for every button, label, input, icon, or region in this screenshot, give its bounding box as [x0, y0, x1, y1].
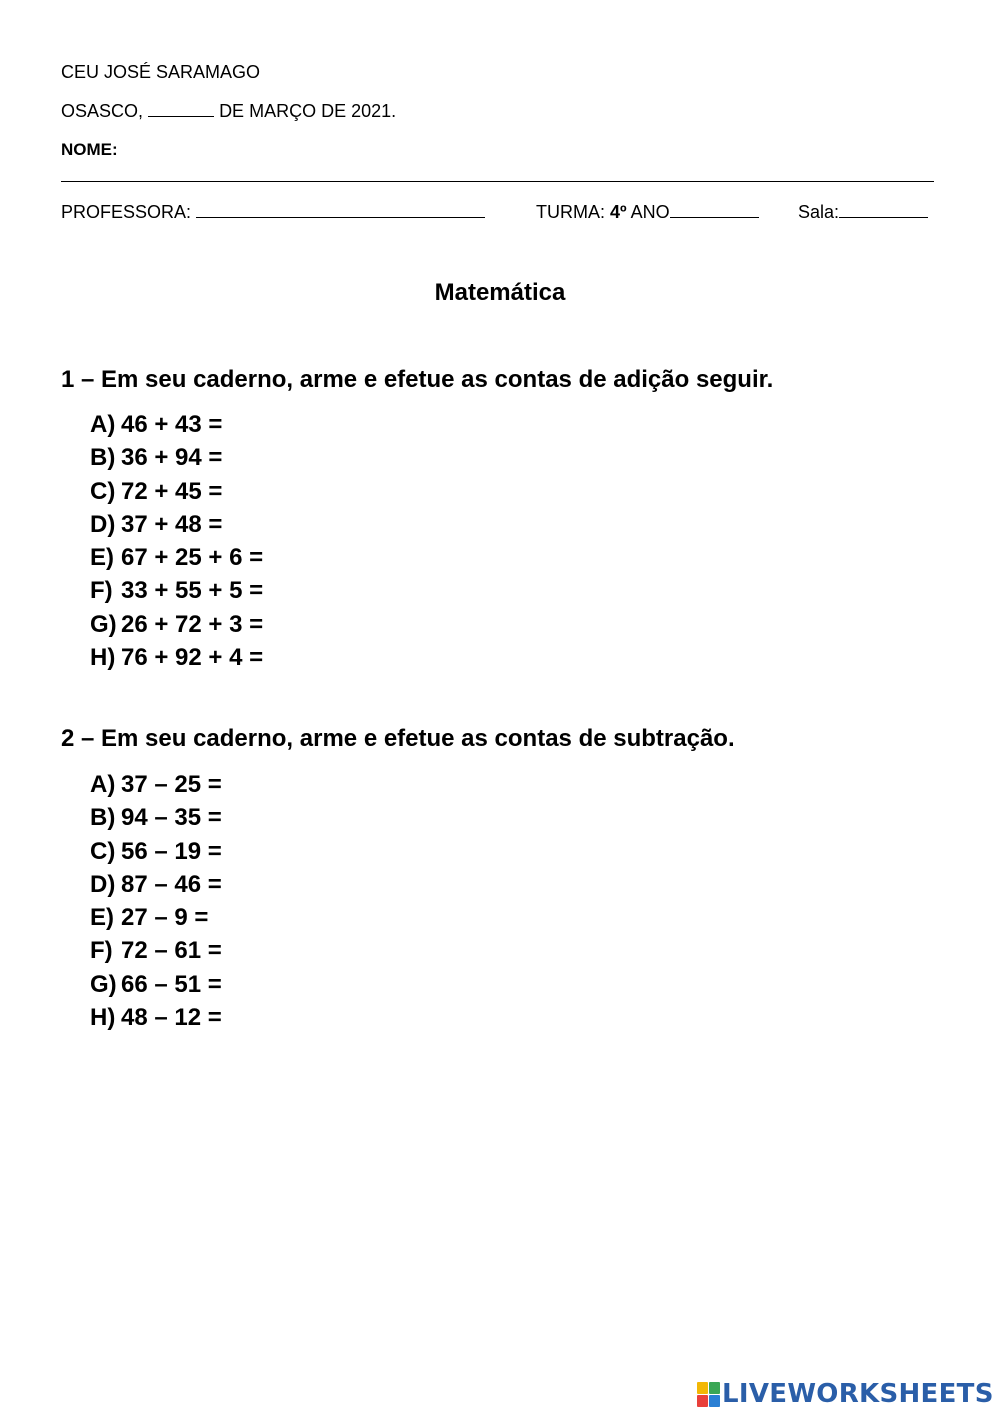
list-item — [90, 644, 263, 677]
logo-square — [697, 1395, 708, 1407]
room-blank[interactable] — [839, 201, 928, 218]
item-expression: 94 – 35 = — [121, 804, 222, 832]
logo-square — [709, 1382, 720, 1394]
class-label: TURMA: — [536, 202, 605, 222]
item-letter: D) — [90, 870, 116, 898]
item-letter: A) — [90, 411, 116, 438]
list-item — [90, 611, 263, 644]
item-expression: 66 – 51 = — [121, 970, 222, 998]
logo-square — [709, 1395, 720, 1407]
name-label: NOME: — [61, 140, 118, 159]
item-letter: F) — [90, 937, 113, 965]
question-2-list — [90, 771, 222, 1037]
item-letter: F) — [90, 577, 113, 605]
item-expression: 36 + 94 = — [121, 444, 223, 472]
school-name: CEU JOSÉ SARAMAGO — [61, 62, 261, 82]
logo-square — [697, 1382, 708, 1394]
question-1-prompt: 1 – Em seu caderno, arme e efetue as contas de adição seguir. — [61, 366, 774, 393]
list-item — [90, 511, 263, 544]
liveworksheets-logo-icon — [697, 1382, 719, 1406]
list-item — [90, 1004, 222, 1037]
teacher-label: PROFESSORA: — [61, 202, 192, 222]
item-letter: C) — [90, 477, 116, 505]
list-item — [90, 444, 263, 477]
item-letter: D) — [90, 510, 116, 538]
item-expression: 37 – 25 = — [121, 771, 222, 798]
room-label: Sala: — [798, 202, 840, 222]
teacher-blank[interactable] — [196, 201, 485, 218]
item-letter: B) — [90, 444, 116, 472]
list-item — [90, 804, 222, 837]
list-item — [90, 411, 263, 444]
class-blank[interactable] — [670, 201, 759, 218]
class-field — [536, 201, 759, 223]
item-letter: C) — [90, 837, 116, 865]
list-item — [90, 544, 263, 577]
room-field — [798, 201, 928, 223]
item-expression: 56 – 19 = — [121, 837, 222, 865]
item-expression: 37 + 48 = — [121, 510, 223, 538]
item-letter: E) — [90, 904, 114, 932]
item-letter: G) — [90, 610, 117, 638]
item-letter: E) — [90, 544, 114, 572]
name-line[interactable] — [61, 181, 934, 182]
class-value: 4º — [610, 202, 627, 222]
item-letter: A) — [90, 771, 116, 798]
question-1-list — [90, 411, 263, 677]
item-expression: 67 + 25 + 6 = — [121, 544, 264, 572]
item-expression: 87 – 46 = — [121, 870, 222, 898]
list-item — [90, 478, 263, 511]
item-expression: 76 + 92 + 4 = — [121, 644, 264, 672]
item-letter: H) — [90, 1004, 116, 1032]
teacher-field — [61, 201, 485, 223]
list-item — [90, 904, 222, 937]
liveworksheets-logo[interactable] — [697, 1378, 994, 1410]
list-item — [90, 838, 222, 871]
teacher-class-row — [61, 201, 934, 225]
list-item — [90, 577, 263, 610]
class-suffix: ANO — [630, 202, 670, 222]
item-expression: 46 + 43 = — [121, 411, 223, 438]
list-item — [90, 937, 222, 970]
list-item — [90, 871, 222, 904]
list-item — [90, 771, 222, 804]
date-line — [61, 100, 396, 122]
date-suffix: DE MARÇO DE 2021. — [219, 101, 397, 121]
item-expression: 48 – 12 = — [121, 1004, 222, 1032]
item-expression: 33 + 55 + 5 = — [121, 577, 264, 605]
item-letter: H) — [90, 644, 116, 672]
item-expression: 72 + 45 = — [121, 477, 223, 505]
day-blank[interactable] — [148, 100, 214, 117]
item-expression: 72 – 61 = — [121, 937, 222, 965]
question-2-prompt: 2 – Em seu caderno, arme e efetue as contas de subtração. — [61, 725, 735, 752]
page-title: Matemática — [434, 279, 566, 306]
item-expression: 26 + 72 + 3 = — [121, 610, 264, 638]
item-letter: B) — [90, 804, 116, 832]
item-expression: 27 – 9 = — [121, 904, 209, 932]
item-letter: G) — [90, 970, 117, 998]
list-item — [90, 971, 222, 1004]
date-prefix: OSASCO, — [61, 101, 144, 121]
logo-text: LIVEWORKSHEETS — [722, 1379, 994, 1409]
